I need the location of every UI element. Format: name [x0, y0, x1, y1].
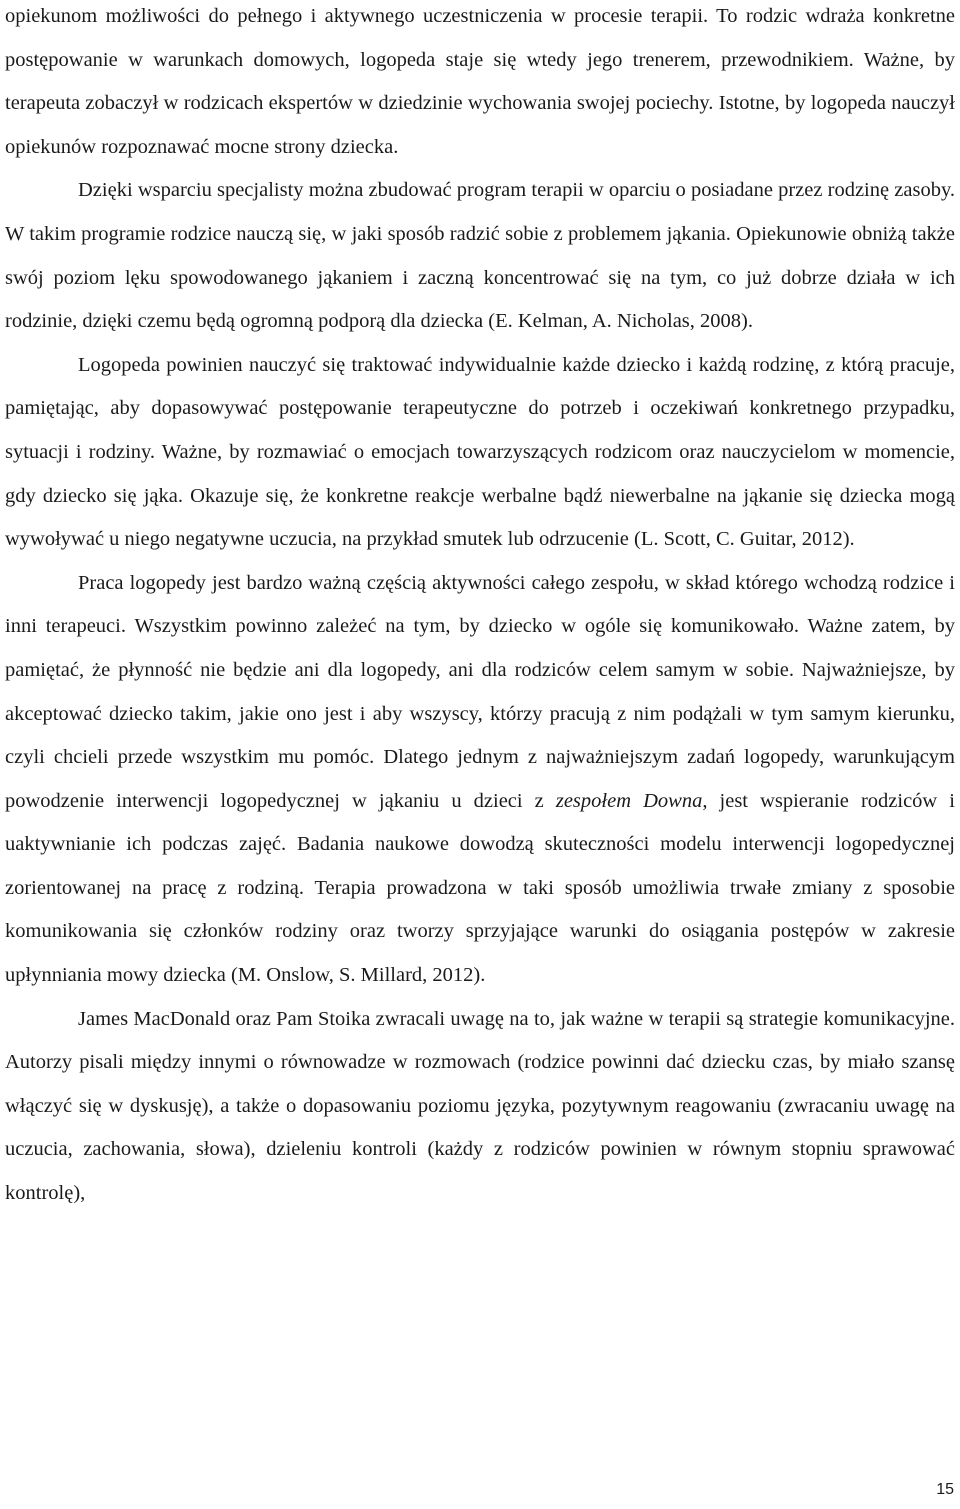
document-page	[5, 0, 955, 1216]
paragraph-5: James MacDonald oraz Pam Stoika zwracali uwagę na to, jak ważne w terapii są strategie komunikacyjne. Autorzy pisali między innymi o równowadze w rozmowach (rodzice powinni dać dziecku czas, by miało szansę włączyć się w dyskusję), a także o dopasowaniu poziomu języka, pozytywnym reagowaniu (zwracaniu uwagę na uczucia, zachowania, słowa), dzieleniu kontroli (każdy z rodziców powinien w równym stopniu sprawować kontrolę),	[5, 1007, 955, 1205]
paragraph-4-italic-term: zespołem Downa	[555, 789, 703, 812]
paragraph-1: opiekunom możliwości do pełnego i aktywnego uczestniczenia w procesie terapii. To rodzic wdraża konkretne postępowanie w warunkach domowych, logopeda staje się wtedy jego trenerem, przewodnikiem. Ważne, by terapeuta zobaczył w rodzicach ekspertów w dziedzinie wychowania swojej pociechy. Istotne, by logopeda nauczył opiekunów rozpoznawać mocne strony dziecka.	[5, 5, 955, 158]
paragraph-4	[5, 562, 955, 998]
page-number: 15	[936, 1481, 954, 1498]
paragraph-3: Logopeda powinien nauczyć się traktować indywidualnie każde dziecko i każdą rodzinę, z którą pracuje, pamiętając, aby dopasowywać postępowanie terapeutyczne do potrzeb i oczekiwań konkretnego przypadku, sytuacji i rodziny. Ważne, by rozmawiać o emocjach towarzyszących rodzicom oraz nauczycielom w momencie, gdy dziecko się jąka. Okazuje się, że konkretne reakcje werbalne bądź niewerbalne na jąkanie się dziecka mogą wywoływać u niego negatywne uczucia, na przykład smutek lub odrzucenie (L. Scott, C. Guitar, 2012).	[5, 353, 955, 551]
paragraph-4-text-after: , jest wspieranie rodziców i uaktywnianie ich podczas zajęć. Badania naukowe dowodzą skuteczności modelu interwencji logopedycznej zorientowanej na pracę z rodziną. Terapia prowadzona w taki sposób umożliwia trwałe zmiany z sposobie komunikowania się członków rodziny oraz tworzy sprzyjające warunki do osiągania postępów w zakresie upłynniania mowy dziecka (M. Onslow, S. Millard, 2012).	[5, 789, 955, 987]
paragraph-2: Dzięki wsparciu specjalisty można zbudować program terapii w oparciu o posiadane przez rodzinę zasoby. W takim programie rodzice nauczą się, w jaki sposób radzić sobie z problemem jąkania. Opiekunowie obniżą także swój poziom lęku spowodowanego jąkaniem i zaczną koncentrować się na tym, co już dobrze działa w ich rodzinie, dzięki czemu będą ogromną podporą dla dziecka (E. Kelman, A. Nicholas, 2008).	[5, 179, 955, 333]
paragraph-4-text-before: Praca logopedy jest bardzo ważną częścią aktywności całego zespołu, w skład którego wchodzą rodzice i inni terapeuci. Wszystkim powinno zależeć na tym, by dziecko w ogóle się komunikowało. Ważne zatem, by pamiętać, że płynność nie będzie ani dla logopedy, ani dla rodziców celem samym w sobie. Najważniejsze, by akceptować dziecko takim, jakie ono jest i aby wszyscy, którzy pracują z nim podążali w tym samym kierunku, czyli chcieli przede wszystkim mu pomóc. Dlatego jednym z najważniejszym zadań logopedy, warunkującym powodzenie interwencji logopedycznej w jąkaniu u dzieci z	[5, 571, 955, 812]
